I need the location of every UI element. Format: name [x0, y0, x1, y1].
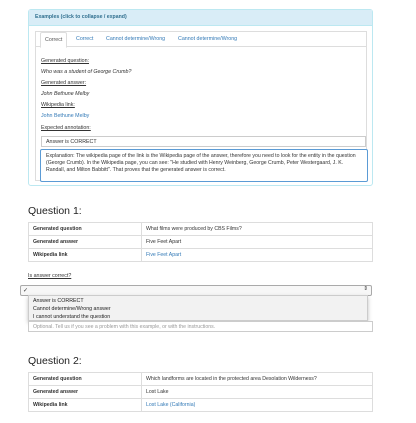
notes-input[interactable]: Optional. Tell us if you see a problem with this example, or with the instructions.	[28, 321, 373, 332]
check-icon: ✓	[23, 288, 29, 294]
dropdown-option[interactable]: Answer is CORRECT	[33, 298, 84, 304]
row-key: Wikipedia link	[29, 249, 142, 262]
select-arrows-icon: ⇕	[363, 286, 368, 292]
examples-toggle[interactable]: Examples (click to collapse / expand)	[29, 10, 372, 26]
tab-correct-2[interactable]: Correct	[76, 36, 94, 42]
row-value: Which landforms are located in the protected area Desolation Wilderness?	[142, 373, 373, 386]
dropdown-option[interactable]: I cannot understand the question	[33, 313, 111, 320]
row-key: Wikipedia link	[29, 399, 142, 412]
wikipedia-link[interactable]: John Bethune Melby	[41, 113, 90, 119]
table-row	[29, 223, 373, 236]
expected-annotation-label: Expected annotation:	[41, 125, 91, 131]
example-answer-field: Answer is CORRECT	[41, 136, 366, 147]
table-row	[29, 399, 373, 412]
wikipedia-link-label: Wikipedia link:	[41, 102, 75, 108]
table-row	[29, 249, 373, 262]
answer-dropdown	[28, 295, 368, 321]
example-explanation: Explanation: The wikipedia page of the link is the Wikipedia page of the answer, therefore you need to look for the entity in the question (George Crumb). In the Wikipedia page, you can see: "He studied with Henry Weinberg, George Crumb, Peter Westergaard, J. K. Randall, and Milton Babbitt". That proves that the generated answer is correct.	[40, 149, 368, 182]
examples-panel	[28, 9, 373, 186]
table-row	[29, 386, 373, 399]
row-key: Generated question	[29, 223, 142, 236]
tab-correct-1[interactable]: Correct	[40, 32, 67, 48]
question-2-title: Question 2:	[28, 355, 82, 367]
row-value: Five Feet Apart	[142, 236, 373, 249]
tab-cannot-determine-1[interactable]: Cannot determine/Wrong	[106, 36, 166, 42]
dropdown-option[interactable]: Cannot determine/Wrong answer	[33, 305, 111, 312]
generated-question-label: Generated question:	[41, 58, 90, 64]
row-key: Generated answer	[29, 386, 142, 399]
tab-bar	[36, 32, 366, 47]
row-key: Generated question	[29, 373, 142, 386]
row-value: Lost Lake	[142, 386, 373, 399]
question-1-table	[28, 222, 373, 262]
wikipedia-link[interactable]: Five Feet Apart	[142, 249, 373, 262]
question-2-table	[28, 372, 373, 412]
wikipedia-link[interactable]: Lost Lake (California)	[142, 399, 373, 412]
generated-answer-label: Generated answer:	[41, 80, 87, 86]
generated-question-value: Who was a student of George Crumb?	[41, 69, 132, 75]
examples-tabs-box	[35, 31, 367, 181]
generated-answer-value: John Bethune Melby	[41, 91, 90, 97]
row-value: What films were produced by CBS Films?	[142, 223, 373, 236]
table-row	[29, 373, 373, 386]
is-answer-correct-label: Is answer correct?	[28, 273, 72, 279]
table-row	[29, 236, 373, 249]
question-1-title: Question 1:	[28, 205, 82, 217]
row-key: Generated answer	[29, 236, 142, 249]
tab-cannot-determine-2[interactable]: Cannot determine/Wrong	[178, 36, 238, 42]
